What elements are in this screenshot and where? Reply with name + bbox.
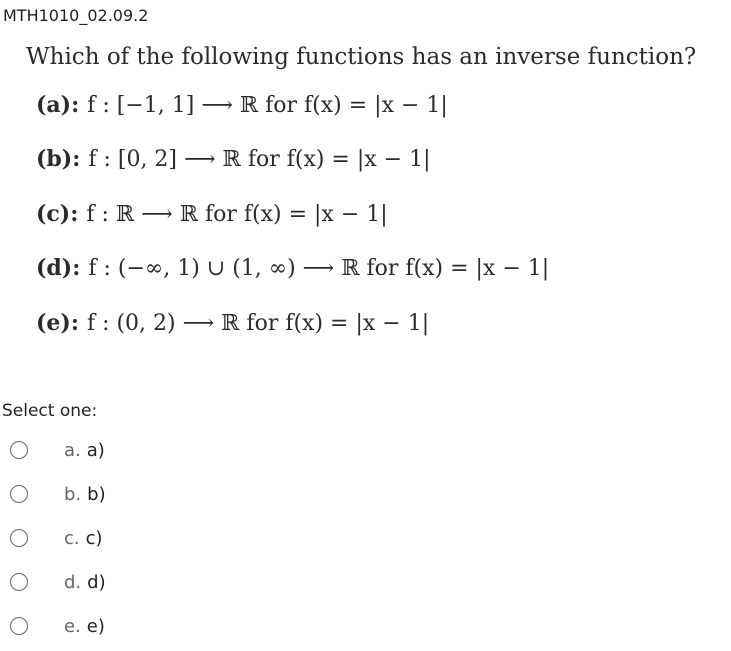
choice-b-text[interactable] bbox=[64, 484, 106, 505]
choice-e-label: e) bbox=[86, 615, 105, 637]
select-one-prompt: Select one: bbox=[2, 401, 98, 421]
radio-a[interactable] bbox=[10, 441, 28, 459]
choice-d-letter: d. bbox=[64, 571, 82, 593]
option-c-expression: f : ℝ ⟶ ℝ for f(x) = |x − 1| bbox=[86, 202, 388, 227]
option-e-expression: f : (0, 2) ⟶ ℝ for f(x) = |x − 1| bbox=[86, 311, 430, 336]
choice-b-label: b) bbox=[87, 483, 106, 505]
choice-d-label: d) bbox=[87, 571, 106, 593]
option-c bbox=[36, 201, 388, 227]
choice-c[interactable] bbox=[10, 525, 210, 551]
option-b bbox=[36, 146, 431, 172]
choice-c-label: c) bbox=[85, 527, 103, 549]
option-d-label: (d): bbox=[36, 255, 81, 281]
option-c-label: (c): bbox=[36, 201, 79, 227]
option-b-label: (b): bbox=[36, 146, 81, 172]
choice-b[interactable] bbox=[10, 481, 210, 507]
question-text: Which of the following functions has an inverse function? bbox=[26, 44, 697, 70]
choice-e-text[interactable] bbox=[64, 616, 105, 637]
option-d bbox=[36, 255, 549, 281]
choice-c-text[interactable] bbox=[64, 528, 103, 549]
choice-a-letter: a. bbox=[64, 439, 81, 461]
choice-b-letter: b. bbox=[64, 483, 82, 505]
choice-c-letter: c. bbox=[64, 527, 80, 549]
option-e-label: (e): bbox=[36, 310, 79, 336]
choice-e[interactable] bbox=[10, 613, 210, 639]
question-id: MTH1010_02.09.2 bbox=[3, 6, 149, 25]
choice-a[interactable] bbox=[10, 437, 210, 463]
option-a-expression: f : [−1, 1] ⟶ ℝ for f(x) = |x − 1| bbox=[87, 93, 448, 118]
radio-b[interactable] bbox=[10, 485, 28, 503]
radio-d[interactable] bbox=[10, 573, 28, 591]
option-a bbox=[36, 92, 448, 118]
choice-a-text[interactable] bbox=[64, 440, 105, 461]
choice-a-label: a) bbox=[86, 439, 105, 461]
option-e bbox=[36, 310, 429, 336]
choice-e-letter: e. bbox=[64, 615, 81, 637]
option-d-expression: f : (−∞, 1) ∪ (1, ∞) ⟶ ℝ for f(x) = |x − 1| bbox=[88, 256, 550, 281]
option-a-label: (a): bbox=[36, 92, 80, 118]
choice-d[interactable] bbox=[10, 569, 210, 595]
radio-c[interactable] bbox=[10, 529, 28, 547]
option-b-expression: f : [0, 2] ⟶ ℝ for f(x) = |x − 1| bbox=[88, 147, 431, 172]
radio-e[interactable] bbox=[10, 617, 28, 635]
choice-d-text[interactable] bbox=[64, 572, 106, 593]
